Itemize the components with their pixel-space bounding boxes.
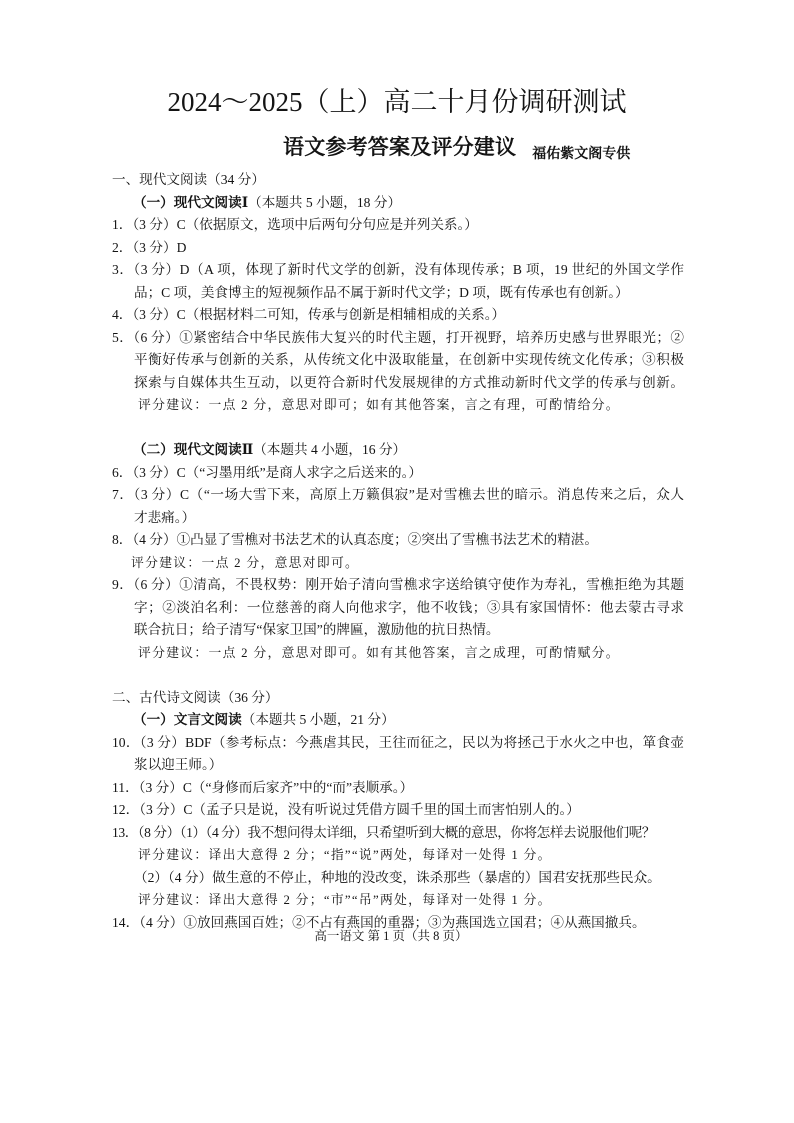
answer-line: 5．（6 分）①紧密结合中华民族伟大复兴的时代主题，打开视野，培养历史感与世界眼光；② <box>112 329 684 345</box>
scoring-note: 评分建议：一点 2 分，意思对即可。如有其他答案，言之成理，可酌情赋分。 <box>138 645 620 660</box>
answer-line: 11．（3 分）C（“身修而后家齐”中的“而”表顺承。） <box>112 779 414 795</box>
section-heading: 二、古代诗文阅读（36 分） <box>112 689 279 705</box>
answer-line: 7．（3 分）C（“一场大雪下来，高原上万籁俱寂”是对雪樵去世的暗示。消息传来之后，众人 <box>112 487 684 502</box>
scoring-note: 评分建议：一点 2 分，意思对即可。 <box>131 555 360 570</box>
answer-line: 10．（3 分）BDF（参考标点：今燕虐其民，王往而征之，民以为将拯己于水火之中也，箪食壶 <box>112 734 684 750</box>
part-title: （一）文言文阅读 <box>133 712 242 727</box>
answer-line: 浆以迎王师。） <box>134 757 223 772</box>
answer-line: 8．（4 分）①凸显了雪樵对书法艺术的认真态度；②突出了雪樵书法艺术的精湛。 <box>112 532 598 547</box>
answer-line: 9．（6 分）①清高，不畏权势：刚开始子清向雪樵求字送给镇守使作为寿礼，雪樵拒绝为其题 <box>112 577 684 592</box>
answer-line: 联合抗日；给子清写“保家卫国”的牌匾，激励他的抗日热情。 <box>134 622 500 637</box>
answer-line: 平衡好传承与创新的关系，从传统文化中汲取能量，在创新中实现传统文化传承；③积极 <box>134 352 684 367</box>
page-footer: 高一语文 第 1 页（共 8 页） <box>314 929 468 943</box>
part-note: （本题共 5 小题，21 分） <box>241 712 395 727</box>
question-12 <box>112 799 684 822</box>
question-2 <box>112 237 684 260</box>
question-6 <box>112 462 684 485</box>
answer-line: 探索与自媒体共生互动，以更符合新时代发展规律的方式推动新时代文学的传承与创新。 <box>134 374 684 390</box>
question-3 <box>112 259 684 304</box>
part-heading <box>112 709 684 732</box>
part-note: （本题共 4 小题，16 分） <box>253 442 407 457</box>
question-5 <box>112 327 684 417</box>
subtitle-row <box>283 132 630 162</box>
question-7 <box>112 484 684 529</box>
answer-line: 字；②淡泊名利：一位慈善的商人向他求字，他不收钱；③具有家国情怀：他去蒙古寻求 <box>134 599 684 615</box>
answer-content <box>112 169 684 934</box>
document-title: 2024～2025（上）高二十月份调研测试 <box>167 87 627 117</box>
part-note: （本题共 5 小题，18 分） <box>248 194 402 210</box>
scoring-note: 评分建议：一点 2 分，意思对即可；如有其他答案，言之有理，可酌情给分。 <box>138 398 620 412</box>
question-9 <box>112 574 684 664</box>
part-heading <box>112 439 684 462</box>
answer-line: 12．（3 分）C（孟子只是说，没有听说过凭借方圆千里的国土而害怕别人的。） <box>112 802 580 817</box>
part-heading <box>112 192 684 215</box>
answer-line: 4．（3 分）C（根据材料二可知，传承与创新是相辅相成的关系。） <box>112 307 506 322</box>
question-10 <box>112 732 684 777</box>
part-title: （一）现代文阅读Ⅰ <box>133 194 249 210</box>
part-title: （二）现代文阅读Ⅱ <box>133 442 254 457</box>
answer-line: 13．（8 分）（1）（4 分）我不想问得太详细，只希望听到大概的意思，你将怎样去说服他们呢？ <box>112 824 655 840</box>
source-tag: 福佑紫文阁专供 <box>532 147 631 162</box>
answer-line: 6．（3 分）C（“习墨用纸”是商人求字之后送来的。） <box>112 464 422 480</box>
answer-line: 才悲痛。） <box>134 509 196 525</box>
document-subtitle: 语文参考答案及评分建议 <box>283 135 517 159</box>
answer-line: 3．（3 分）D（A 项，体现了新时代文学的创新，没有体现传承；B 项，19 世纪的外国文学作 <box>112 262 684 277</box>
answer-line: 2．（3 分）D <box>112 239 187 255</box>
answer-line: （2）（4 分）做生意的不停止，种地的没改变，诛杀那些（暴虐的）国君安抚那些民众。 <box>134 869 661 885</box>
section-heading: 一、现代文阅读（34 分） <box>112 172 265 187</box>
question-1 <box>112 214 684 237</box>
answer-line: 品；C 项，美食博主的短视频作品不属于新时代文学；D 项，既有传承也有创新。） <box>134 284 629 300</box>
answer-line: 14．（4 分）①放回燕国百姓；②不占有燕国的重器；③为燕国选立国君；④从燕国撤兵。 <box>112 914 646 930</box>
question-11 <box>112 777 684 800</box>
scoring-note: 评分建议：译出大意得 2 分；“市”“吊”两处，每译对一处得 1 分。 <box>138 893 552 907</box>
question-8 <box>112 529 684 574</box>
question-13 <box>112 822 684 912</box>
scoring-note: 评分建议：译出大意得 2 分；“指”“说”两处，每译对一处得 1 分。 <box>138 848 552 862</box>
answer-line: 1．（3 分）C（依据原文，选项中后两句分句应是并列关系。） <box>112 217 478 232</box>
question-4 <box>112 304 684 327</box>
